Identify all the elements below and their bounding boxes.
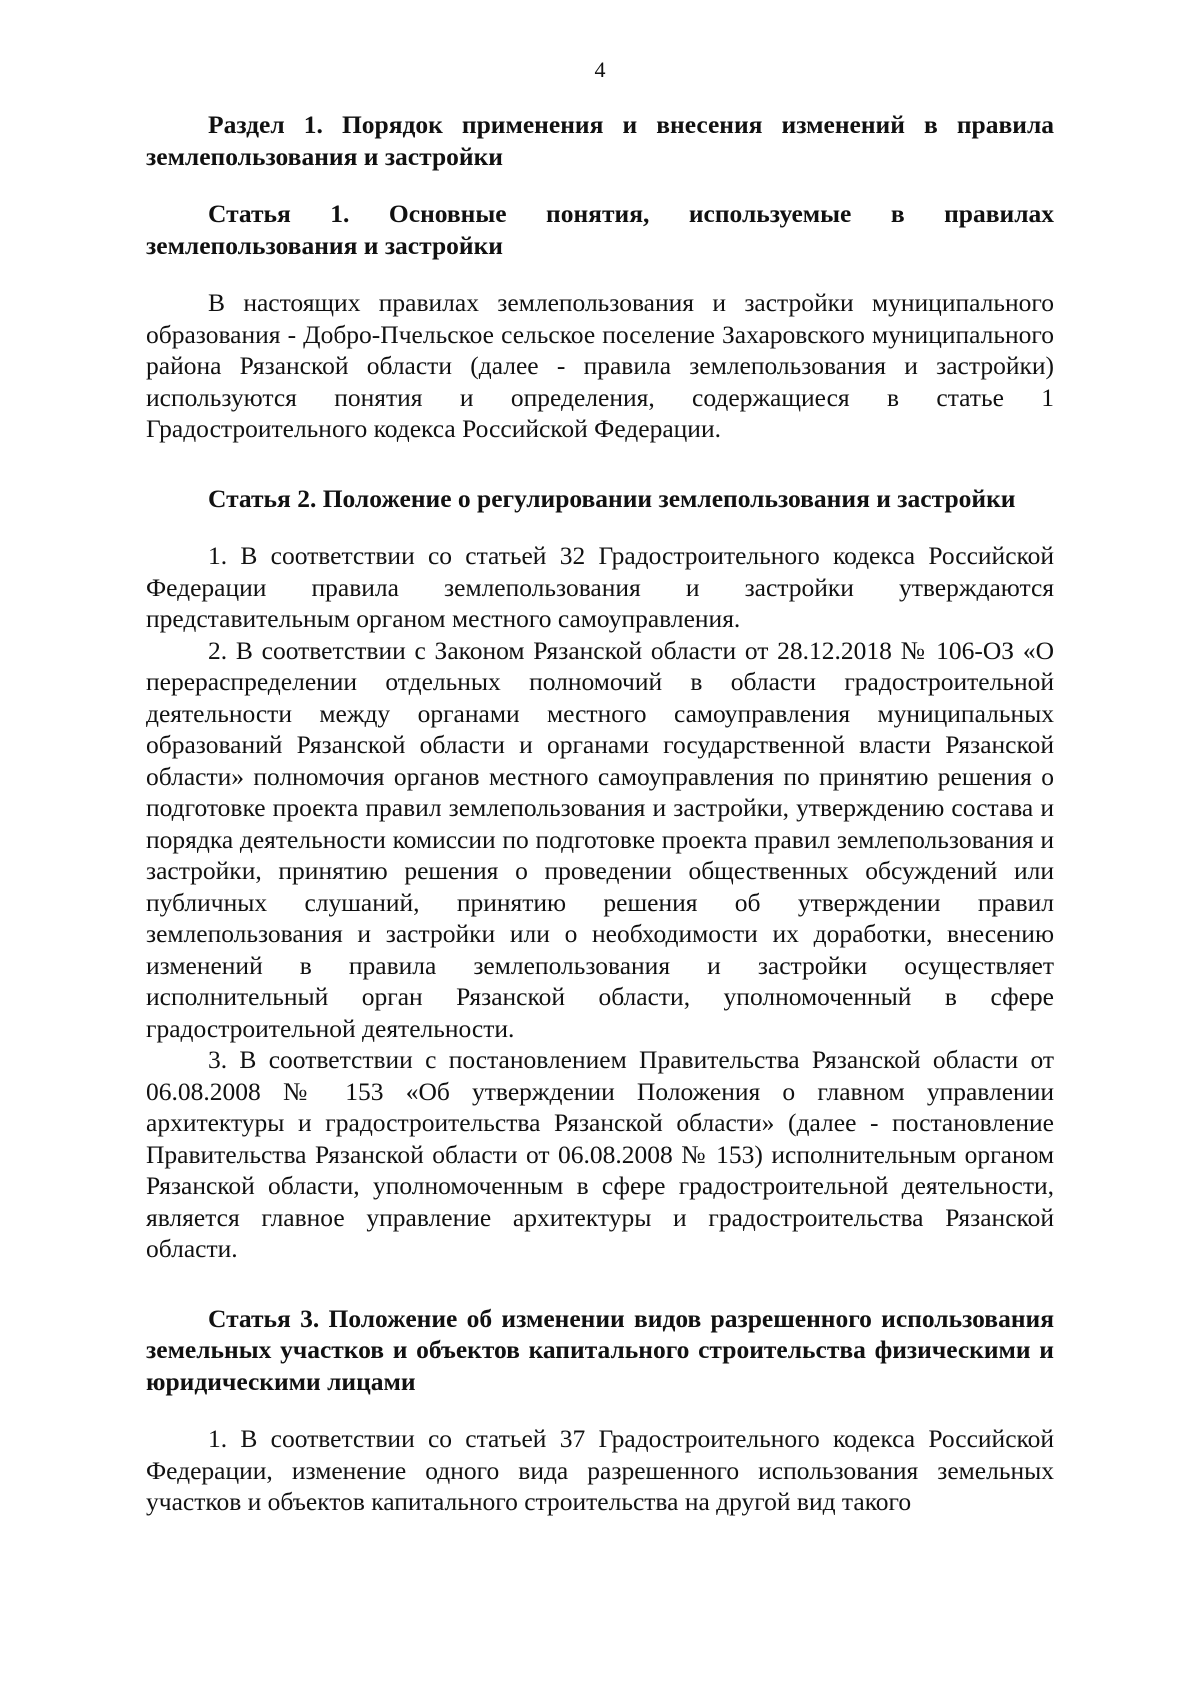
article-2-body — [146, 540, 1054, 1265]
article-3-title: Статья 3. Положение об изменении видов разрешенного использования земельных участков и объектов капитального строительства физическими и юридическими лицами — [146, 1303, 1054, 1396]
article-1-body — [146, 287, 1054, 445]
article-3-body — [146, 1423, 1054, 1518]
page-number: 4 — [594, 57, 606, 82]
article-1-paragraph: В настоящих правилах землепользования и застройки муниципального образования - Добро-Пчельское сельское поселение Захаровского муниципального района Рязанской области (далее - правила землепользования и застройки) используются понятия и определения, содержащиеся в статье 1 Градостроительного кодекса Российской Федерации. — [146, 288, 1054, 443]
article-2-title: Статья 2. Положение о регулировании землепользования и застройки — [208, 483, 1016, 513]
document-body — [146, 109, 1054, 1544]
article-2-paragraph-3: 3. В соответствии с постановлением Правительства Рязанской области от 06.08.2008 № 153 «Об утверждении Положения о главном управлении архитектуры и градостроительства Рязанской области» (далее - постановление Правительства Рязанской области от 06.08.2008 № 153) исполнительным органом Рязанской области, уполномоченным в сфере градостроительной деятельности, является главное управление архитектуры и градостроительства Рязанской области. — [146, 1045, 1054, 1263]
article-3-paragraph-1: 1. В соответствии со статьей 37 Градостроительного кодекса Российской Федерации, изменение одного вида разрешенного использования земельных участков и объектов капитального строительства на другой вид такого — [146, 1424, 1054, 1516]
section-title: Раздел 1. Порядок применения и внесения изменений в правила землепользования и застройки — [146, 110, 1054, 171]
article-1-title: Статья 1. Основные понятия, используемые в правилах землепользования и застройки — [146, 199, 1054, 260]
article-2-paragraph-2: 2. В соответствии с Законом Рязанской области от 28.12.2018 № 106-ОЗ «О перераспределении отдельных полномочий в области градостроительной деятельности между органами местного самоуправления муниципальных образований Рязанской области и органами государственной власти Рязанской области» полномочия органов местного самоуправления по принятию решения о подготовке проекта правил землепользования и застройки, утверждению состава и порядка деятельности комиссии по подготовке проекта правил землепользования и застройки, принятию решения о проведении общественных обсуждений или публичных слушаний, принятию решения об утверждении правил землепользования и застройки или о необходимости их доработки, внесению изменений в правила землепользования и застройки осуществляет исполнительный орган Рязанской области, уполномоченный в сфере градостроительной деятельности. — [146, 635, 1054, 1043]
article-2-paragraph-1: 1. В соответствии со статьей 32 Градостроительного кодекса Российской Федерации правила землепользования и застройки утверждаются представительным органом местного самоуправления. — [146, 541, 1054, 633]
